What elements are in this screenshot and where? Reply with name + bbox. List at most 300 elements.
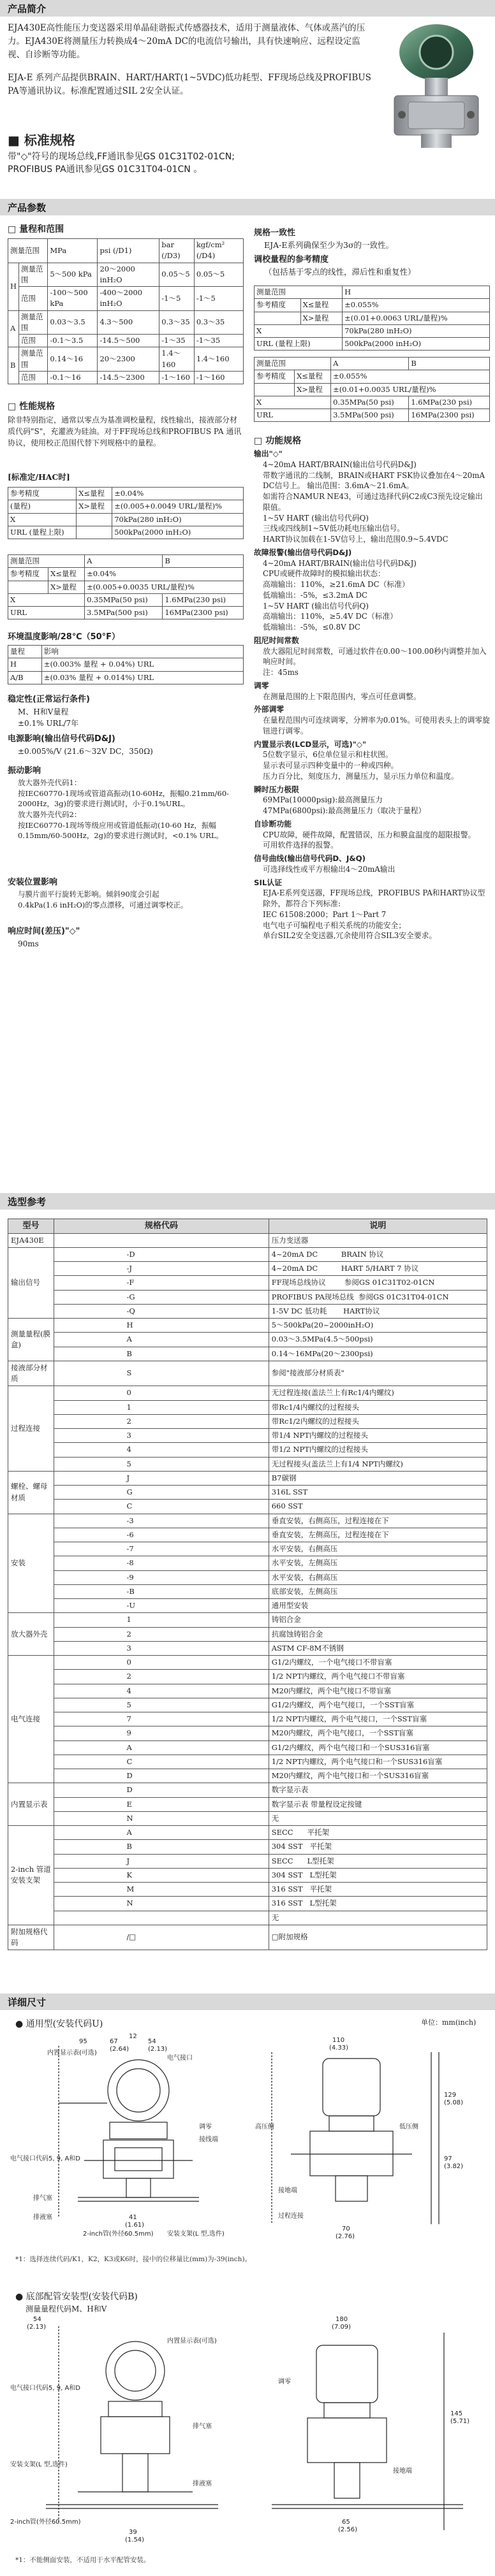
func-item: 内置显示表(LCD显示，可选)"◇" 5位数字显示，6位单位显示和柱状图。 显示表可显示四种变量中的一种或四种。 压力百分比，刻度压力，测量压力，显示压力单位和温度。 — [254, 739, 459, 781]
sel-group-label: 接液部分材质 — [8, 1361, 54, 1386]
sel-code-tree — [54, 1712, 124, 1726]
lbl-terminal: 接线端 — [199, 2136, 218, 2143]
sel-code: -6 — [124, 1528, 269, 1542]
std-line-2: PROFIBUS PA通讯参见GS 01C31T04-01CN 。 — [8, 164, 203, 175]
sel-code: E — [124, 1797, 269, 1811]
sel-group-label: 内置显示表 — [8, 1783, 54, 1826]
dim-276: (2.76) — [336, 2233, 355, 2240]
sel-code: -7 — [124, 1542, 269, 1556]
sel-desc: 垂直安装，右侧高压，过程连接在下 — [269, 1514, 487, 1528]
lbl-display-b: 内置显示表(可选) — [167, 2338, 217, 2345]
sel-code-tree — [54, 1400, 124, 1414]
sel-code: 4 — [124, 1443, 269, 1457]
dim-65: 65 — [342, 2519, 350, 2526]
table-row — [8, 1783, 487, 1797]
sel-desc: 通用型安装 — [269, 1599, 487, 1613]
perf-text: 除非特别指定，通常以零点为基准调校量程，线性输出，接液部分材质代码"S"，充灌液为硅油。对于FF现场总线和PROFIBUS PA 通讯协议，使用校正范围代替下列规格中的量程。 — [8, 416, 242, 447]
intro-paragraph-1: EJA430E高性能压力变送器采用单晶硅谐振式传感器技术，适用于测量液体、气体或蒸汽的压力。EJA430E将测量压力转换成4～20mA DC的电流信号输出，具有快速响应、远程设定监视、自诊断等功能。 — [8, 23, 366, 60]
sel-desc: 5～500kPa(20~2000inH₂O) — [269, 1319, 487, 1333]
temp-title: 环境温度影响/28℃（50°F） — [8, 632, 121, 642]
sel-desc: 无过程接头(盖法兰上有1/4 NPT内螺纹) — [269, 1457, 487, 1471]
sel-code: 0 — [124, 1656, 269, 1670]
range-table — [8, 238, 244, 384]
lbl-elec-code-b: 电气接口代码5, 9, A和D — [10, 2385, 80, 2392]
sel-head-code: 规格代码 — [54, 1219, 269, 1234]
table-row: URL 3.5MPa(500 psi) 16MPa(2300 psi) — [255, 409, 490, 422]
table-row: X>量程 ±(0.01+0.0063 URL/量程)% — [255, 312, 490, 324]
sel-group-label: 测量量程(膜盒) — [8, 1319, 54, 1361]
sel-code-tree — [54, 1443, 124, 1457]
dims-sec1: ● 通用型(安装代码U) — [15, 2019, 103, 2029]
table-row — [8, 1670, 487, 1684]
sel-code: -U — [124, 1599, 269, 1613]
table-row — [8, 1500, 487, 1514]
sel-code: N — [124, 1811, 269, 1825]
table-row: X>量程 ±(0.01+0.0035 URL/量程)% — [255, 383, 490, 396]
sel-code-tree — [54, 1627, 124, 1641]
stab-text: M、H和V量程 ±0.1% URL/7年 — [18, 707, 79, 728]
sel-code-tree — [54, 1868, 124, 1882]
table-row: X>量程 ±(0.005+0.0035 URL/量程)% — [8, 581, 244, 593]
selection-table — [8, 1219, 487, 1950]
sel-desc: 带Rc1/4内螺纹的过程接头 — [269, 1400, 487, 1414]
table-row — [8, 1386, 487, 1400]
sel-desc: 水平安装，右侧高压 — [269, 1570, 487, 1584]
table-row — [8, 1457, 487, 1471]
table-row: H ±(0.003% 量程 + 0.04%) URL — [8, 658, 244, 671]
dim-264: (2.64) — [110, 2046, 129, 2053]
lbl-elec-code: 电气接口代码5, 9, A和D — [10, 2155, 80, 2162]
sel-code-tree — [54, 1500, 124, 1514]
table-row — [8, 1656, 487, 1670]
sel-desc: PROFIBUS PA现场总线 参阅GS 01C31T04-01CN — [269, 1290, 487, 1304]
sel-code-tree — [54, 1570, 124, 1584]
dim-54: 54 — [148, 2038, 156, 2045]
sel-code: -D — [124, 1247, 269, 1261]
sel-code-tree — [54, 1769, 124, 1783]
table-row — [8, 1400, 487, 1414]
sel-code-tree — [54, 1726, 124, 1740]
sel-code: 0 — [124, 1386, 269, 1400]
sel-desc: 1/2 NPT内螺纹，两个电气接口，一个SST盲塞 — [269, 1712, 487, 1726]
dim-129: 129 — [444, 2092, 457, 2099]
lbl-elec: 电气接口 — [167, 2055, 193, 2062]
sel-desc: 带1/2 NPT内螺纹的过程接头 — [269, 1443, 487, 1457]
lbl-hp: 高压侧 — [255, 2124, 274, 2131]
sel-desc: 0.14～16MPa(20～2300psi) — [269, 1347, 487, 1361]
sel-code: D — [124, 1783, 269, 1797]
sel-desc: 带Rc1/2内螺纹的过程接头 — [269, 1414, 487, 1428]
sel-code: C — [124, 1755, 269, 1769]
dim-12: 12 — [129, 2033, 137, 2040]
sel-desc: 304 SST 平托架 — [269, 1840, 487, 1854]
sel-code-tree — [54, 1429, 124, 1443]
psu-title: 电源影响(输出信号代码D&J) — [8, 734, 115, 744]
table-row — [8, 1361, 487, 1386]
table-row — [8, 1471, 487, 1485]
func-list — [254, 449, 490, 941]
sel-code: 5 — [124, 1698, 269, 1712]
table-row: 范围 -100～500 kPa -400～2000 inH₂O -1～5 -1～5 — [8, 287, 244, 311]
lbl-lp: 低压侧 — [399, 2124, 418, 2131]
sel-code — [124, 1911, 269, 1925]
table-row — [8, 1698, 487, 1712]
vib-title: 振动影响 — [8, 766, 41, 776]
dim-571: (5.71) — [450, 2418, 470, 2425]
table-row — [8, 1627, 487, 1641]
sel-code-tree — [54, 1319, 124, 1333]
dim-382: (3.82) — [444, 2163, 464, 2170]
range-head: bar (/D3) — [159, 239, 195, 263]
table-row — [8, 1684, 487, 1698]
table-row — [8, 1755, 487, 1769]
table-row — [8, 1247, 487, 1261]
table-row — [8, 1740, 487, 1755]
sel-group-label: 输出信号 — [8, 1247, 54, 1318]
dim-97: 97 — [444, 2155, 452, 2162]
sel-code-tree — [54, 1911, 124, 1925]
sel-code: A — [124, 1826, 269, 1840]
dim-433: (4.33) — [329, 2044, 349, 2051]
dim-70: 70 — [342, 2225, 350, 2232]
table-row — [8, 1769, 487, 1783]
adj-title: 调校量程的参考精度 — [254, 255, 329, 265]
sel-code-tree — [54, 1361, 124, 1386]
sel-desc: 316 SST 平托架 — [269, 1883, 487, 1897]
table-row — [8, 1641, 487, 1655]
table-row: 参考精度 X≤量程 ±0.04% — [8, 488, 244, 500]
dim-256: (2.56) — [338, 2526, 358, 2533]
sel-code: B — [124, 1347, 269, 1361]
sel-code: A — [124, 1740, 269, 1755]
table-row — [8, 1712, 487, 1726]
sel-group-label: 安装 — [8, 1514, 54, 1613]
sel-group-label: 过程连接 — [8, 1386, 54, 1472]
func-item: SIL认证 EJA-E系列变送器，FF现场总线，PROFIBUS PA和HART协议型除外，都符合下列标准: IEC 61508:2000；Part 1～Part 7 电气电子可编程电子相关系统的功能安全； 单台SIL2安全变送器,冗余使用符合SIL3安全要求。 — [254, 878, 485, 941]
sel-code-tree — [54, 1698, 124, 1712]
right-table-h — [254, 286, 490, 351]
table-row: A/B ±(0.03% 量程 + 0.014%) URL — [8, 671, 244, 684]
table-row — [8, 1911, 487, 1925]
sel-desc: 数字显示表 — [269, 1783, 487, 1797]
sel-code-tree — [54, 1826, 124, 1840]
sel-desc: 660 SST — [269, 1500, 487, 1514]
sel-model-desc: 压力变送器 — [269, 1233, 487, 1247]
sel-code: 3 — [124, 1429, 269, 1443]
dims-note-1: *1：选择连续代码/K1，K2，K3或K6时，接中的位移量比(mm)为-39(inch)。 — [15, 2255, 252, 2263]
sel-desc: 304 SST L型托架 — [269, 1868, 487, 1882]
lbl-bracket-b: 安装支架(L 型,选件) — [10, 2461, 68, 2468]
vib-text: 放大器外壳代码1： 按IEC60770-1现场或管道高振动(10-60Hz，振幅0.21mm/60-2000Hz，3g)的要求进行测试时，小于0.1%URL。 放大器外壳代码2： 按IEC60770-1现场等级应用或管道低振动(10-60 Hz，振幅0.15mm/60-500Hz，2g)的要求进行测试时，<0.1% URL。 — [18, 778, 230, 841]
table-row: 测量范围 H — [255, 286, 490, 299]
sel-code: M — [124, 1883, 269, 1897]
sel-code-tree — [54, 1613, 124, 1627]
table-row — [8, 1429, 487, 1443]
sel-desc: SECC L型托架 — [269, 1854, 487, 1868]
table-row — [8, 1347, 487, 1361]
lbl-pipe: 2-inch管(外径60.5mm) — [83, 2231, 154, 2238]
sel-desc: 4~20mA DC BRAIN 协议 — [269, 1247, 487, 1261]
func-title: □ 功能规格 — [254, 436, 302, 446]
sel-desc: 水平安装，右侧高压 — [269, 1542, 487, 1556]
table-row — [8, 1262, 487, 1276]
sel-code-tree — [54, 1599, 124, 1613]
sel-code-tree — [54, 1584, 124, 1598]
func-item: 外部调零 在量程范围内可连续调零，分辨率为0.01%。可使用表头上的调零旋钮进行调零。 — [254, 705, 490, 735]
table-row: 范围 -0.1～3.5 -14.5～500 -1～35 -1～35 — [8, 335, 244, 347]
table-row: X 0.35MPa(50 psi) 1.6MPa(230 psi) — [255, 396, 490, 409]
temp-table — [8, 645, 244, 684]
table-row: URL 3.5MPa(500 psi) 16MPa(2300 psi) — [8, 607, 244, 619]
table-row — [8, 1514, 487, 1528]
range-head: psi (/D1) — [98, 239, 159, 263]
sel-code: -3 — [124, 1514, 269, 1528]
table-row — [8, 1570, 487, 1584]
sel-code: 2 — [124, 1670, 269, 1684]
table-row — [8, 1319, 487, 1333]
resp-title: 响应时间(差压)"◇" — [8, 927, 80, 936]
sel-code: D — [124, 1769, 269, 1783]
sel-code-tree — [54, 1556, 124, 1570]
dim-213b: (2.13) — [27, 2324, 47, 2331]
range-head: 测量范围 — [8, 239, 48, 263]
sel-group-label: 附加规格代码 — [8, 1925, 54, 1950]
sel-code: -8 — [124, 1556, 269, 1570]
sel-code: C — [124, 1500, 269, 1514]
dim-95: 95 — [79, 2038, 87, 2045]
sel-code-tree — [54, 1486, 124, 1500]
table-row: (量程) X>量程 ±(0.005+0.0049 URL/量程)% — [8, 500, 244, 513]
lbl-zero: 调零 — [199, 2124, 212, 2131]
sel-desc: 无 — [269, 1811, 487, 1825]
sel-group-label: 螺栓、螺母材质 — [8, 1471, 54, 1514]
dims-band: 详细尺寸 — [0, 1994, 495, 2010]
sel-desc: 抗腐蚀铸铝合金 — [269, 1627, 487, 1641]
table-row — [8, 1290, 487, 1304]
dims-sec2: ● 底部配管安装型(安装代码B) — [15, 2292, 138, 2302]
sel-desc: M20内螺纹，两个电气接口和一个SUS316盲塞 — [269, 1769, 487, 1783]
sel-desc: 垂直安装，左侧高压，过程连接在下 — [269, 1528, 487, 1542]
lbl-zero-b: 调零 — [278, 2378, 291, 2385]
sel-head-model: 型号 — [8, 1219, 54, 1234]
table-row — [8, 1599, 487, 1613]
sel-code-tree — [54, 1840, 124, 1854]
sel-head-desc: 说明 — [269, 1219, 487, 1234]
lbl-bracket: 安装支架(L 型,选件) — [167, 2231, 225, 2238]
table-row — [8, 1726, 487, 1740]
sel-code: 1 — [124, 1613, 269, 1627]
sel-code-tree — [54, 1641, 124, 1655]
acc-table-h — [8, 487, 244, 539]
sel-code-tree — [54, 1304, 124, 1318]
sel-desc: 4~20mA DC HART 5/HART 7 协议 — [269, 1262, 487, 1276]
sel-code: -J — [124, 1262, 269, 1276]
right-table-ab — [254, 357, 490, 422]
sel-code-tree — [54, 1883, 124, 1897]
sel-code-tree — [54, 1925, 124, 1950]
dims-sec2-sub: 测量量程代码M、H和V — [26, 2305, 107, 2313]
dim-154: (1.54) — [125, 2536, 145, 2543]
dims-unit: 单位：mm(inch) — [421, 2018, 477, 2027]
table-row: 测量范围 A B — [255, 358, 490, 370]
dim-110: 110 — [332, 2037, 345, 2044]
table-row — [8, 1925, 487, 1950]
sel-group-label: 放大器外壳 — [8, 1613, 54, 1656]
perf-title: □ 性能规格 — [8, 402, 55, 412]
mount-text: 与膜片面平行旋转无影响。倾斜90度会引起 0.4kPa(1.6 inH₂O)的零点漂移，可通过调零校正。 — [18, 890, 188, 910]
sel-code: -G — [124, 1290, 269, 1304]
sel-code: -9 — [124, 1570, 269, 1584]
sel-desc: 1-5V DC 低功耗 HART协议 — [269, 1304, 487, 1318]
sel-code: 9 — [124, 1726, 269, 1740]
acc-table-ab — [8, 554, 244, 619]
table-row — [8, 1276, 487, 1290]
table-row — [8, 1556, 487, 1570]
dim-161: (1.61) — [125, 2222, 145, 2229]
sel-code-tree — [54, 1656, 124, 1670]
sel-code: 5 — [124, 1457, 269, 1471]
sel-code-tree — [54, 1347, 124, 1361]
sel-desc: M20内螺纹，两个电气接口不带盲塞 — [269, 1684, 487, 1698]
sel-code: A — [124, 1333, 269, 1347]
lbl-drain: 排液塞 — [33, 2214, 52, 2221]
drawing-universal-side — [253, 2033, 489, 2243]
sel-desc: 参阅"接液部分材质表" — [269, 1361, 487, 1386]
sel-code: N — [124, 1897, 269, 1911]
table-row: X 70kPa(280 inH₂O) — [255, 324, 490, 337]
sel-desc: 316 SST L型托架 — [269, 1897, 487, 1911]
sel-code-tree — [54, 1811, 124, 1825]
table-row: X 70kPa(280 inH₂O) — [8, 513, 244, 526]
std-line-1: 带"◇"符号的现场总线,FF通讯参见GS 01C31T02-01CN; — [8, 152, 235, 162]
table-row: 测量范围 A B — [8, 555, 244, 568]
sel-code-tree — [54, 1247, 124, 1261]
sel-desc: 1/2 NPT内螺纹，两个电气接口不带盲塞 — [269, 1670, 487, 1684]
sel-code: S — [124, 1361, 269, 1386]
sel-desc: ASTM CF-8M不锈钢 — [269, 1641, 487, 1655]
lbl-display: 内置显示表(可选) — [47, 2050, 97, 2057]
table-row — [8, 1883, 487, 1897]
sel-code: B — [124, 1840, 269, 1854]
sel-code-tree — [54, 1670, 124, 1684]
product-photo — [383, 20, 490, 154]
intro-paragraph-2: EJA-E 系列产品提供BRAIN、HART/HART(1~5VDC)低功耗型、FF现场总线及PROFIBUS PA等通讯协议。标准配置通过SIL 2安全认证。 — [8, 73, 371, 96]
sel-desc: 无过程连接(盖法兰上有Rc1/4内螺纹) — [269, 1386, 487, 1400]
lbl-pipe-b: 2-inch管(外径60.5mm) — [10, 2519, 81, 2526]
sel-code: -B — [124, 1584, 269, 1598]
adj-sub: （包括基于零点的线性，滞后性和重复性） — [264, 266, 416, 277]
psu-text: ±0.005%/V (21.6～32V DC，350Ω) — [18, 747, 153, 756]
ref-title: [标准定/HAC时] — [8, 472, 70, 482]
sel-code-tree — [54, 1414, 124, 1428]
sel-code: G — [124, 1486, 269, 1500]
stab-title: 稳定性(正常运行条件) — [8, 695, 90, 704]
range-title: □ 量程和范围 — [8, 224, 64, 235]
sel-code-tree — [54, 1333, 124, 1347]
table-row: 参考精度 X≤量程 ±0.055% — [255, 370, 490, 383]
func-item: 调零 在测量范围的上下限范围内，零点可任意调整。 — [254, 681, 421, 701]
table-row — [8, 1868, 487, 1882]
table-row: 量程 影响 — [8, 646, 244, 658]
dim-213: (2.13) — [148, 2046, 168, 2053]
sel-code: H — [124, 1319, 269, 1333]
table-row — [8, 1414, 487, 1428]
sel-code: J — [124, 1854, 269, 1868]
table-row: 参考精度 X≤量程 ±0.055% — [255, 299, 490, 312]
dims-note-2: *1：不能侧面安装，不适用于水平配管安装。 — [15, 2556, 151, 2564]
lbl-vent: 排气塞 — [33, 2195, 52, 2202]
table-row — [8, 1542, 487, 1556]
lbl-ground: 接地端 — [278, 2187, 297, 2194]
lbl-vent-b: 排气塞 — [193, 2423, 212, 2430]
selection-band: 选型参考 — [0, 1193, 495, 1210]
sel-code-tree — [54, 1797, 124, 1811]
sel-desc: 数字显示表 带量程设定按键 — [269, 1797, 487, 1811]
table-row — [8, 1613, 487, 1627]
table-row — [8, 1528, 487, 1542]
range-head: kgf/cm² (/D4) — [194, 239, 243, 263]
table-row: URL (量程上限) 500kPa(2000 inH₂O) — [255, 338, 490, 351]
sel-desc: 带1/4 NPT内螺纹的过程接头 — [269, 1429, 487, 1443]
sel-code-tree — [54, 1276, 124, 1290]
table-row: 参考精度 X≤量程 ±0.04% — [8, 568, 244, 581]
sel-model: EJA430E — [8, 1233, 54, 1247]
mount-title: 安装位置影响 — [8, 878, 58, 887]
sel-code: /□ — [124, 1925, 269, 1950]
sel-code: 1 — [124, 1400, 269, 1414]
sel-code-tree — [54, 1528, 124, 1542]
sel-desc: 0.03～3.5MPa(4.5～500psi) — [269, 1333, 487, 1347]
sel-code: 2 — [124, 1627, 269, 1641]
lbl-drain-b: 排液塞 — [193, 2480, 212, 2487]
sel-code: K — [124, 1868, 269, 1882]
sel-code: -Q — [124, 1304, 269, 1318]
range-head: MPa — [48, 239, 98, 263]
intro-band: 产品简介 — [0, 0, 495, 17]
sel-desc: FF现场总线协议 参阅GS 01C31T02-01CN — [269, 1276, 487, 1290]
table-row: A 测量范围 0.03～3.5 4.3～500 0.3～35 0.3～35 — [8, 310, 244, 335]
sel-desc: G1/2内螺纹，两个电气接口，一个SST盲塞 — [269, 1698, 487, 1712]
sel-desc: 底部安装，左侧高压 — [269, 1584, 487, 1598]
sel-desc: B7碳钢 — [269, 1471, 487, 1485]
dim-145: 145 — [450, 2410, 463, 2417]
sel-code-tree — [54, 1514, 124, 1528]
sel-desc: 316L SST — [269, 1486, 487, 1500]
sel-code-tree — [54, 1740, 124, 1755]
sel-code-tree — [54, 1783, 124, 1797]
table-row — [8, 1304, 487, 1318]
drawing-bottom-front — [8, 2313, 250, 2543]
table-row — [8, 1443, 487, 1457]
table-row — [8, 1486, 487, 1500]
table-row: 范围 -0.1～16 -14.5～2300 -1～160 -1～160 — [8, 371, 244, 384]
sel-desc: 无 — [269, 1911, 487, 1925]
func-item: 阻尼时间常数 放大器阻尼时间常数，可通过软件在0.00～100.00秒内调整并加入响应时间。 注：45ms — [254, 635, 487, 677]
table-row: X 0.35MPa(50 psi) 1.6MPa(230 psi) — [8, 593, 244, 606]
sel-desc: 水平安装，左侧高压 — [269, 1556, 487, 1570]
dim-709: (7.09) — [332, 2324, 351, 2331]
sel-code-tree — [54, 1542, 124, 1556]
table-row — [8, 1233, 487, 1247]
sel-code-tree — [54, 1262, 124, 1276]
sel-desc: G1/2内螺纹，两个电气接口和一个SUS316盲塞 — [269, 1740, 487, 1755]
sel-desc: G1/2内螺纹，一个电气接口不带盲塞 — [269, 1656, 487, 1670]
sel-group-label: 2-inch 管道安装支架 — [8, 1826, 54, 1925]
sel-code-tree — [54, 1471, 124, 1485]
lbl-ground-b: 接地端 — [393, 2468, 412, 2475]
table-row: H 测量范围 5～500 kPa 20～2000 inH₂O 0.05～5 0.05～5 — [8, 263, 244, 287]
table-row — [8, 1854, 487, 1868]
